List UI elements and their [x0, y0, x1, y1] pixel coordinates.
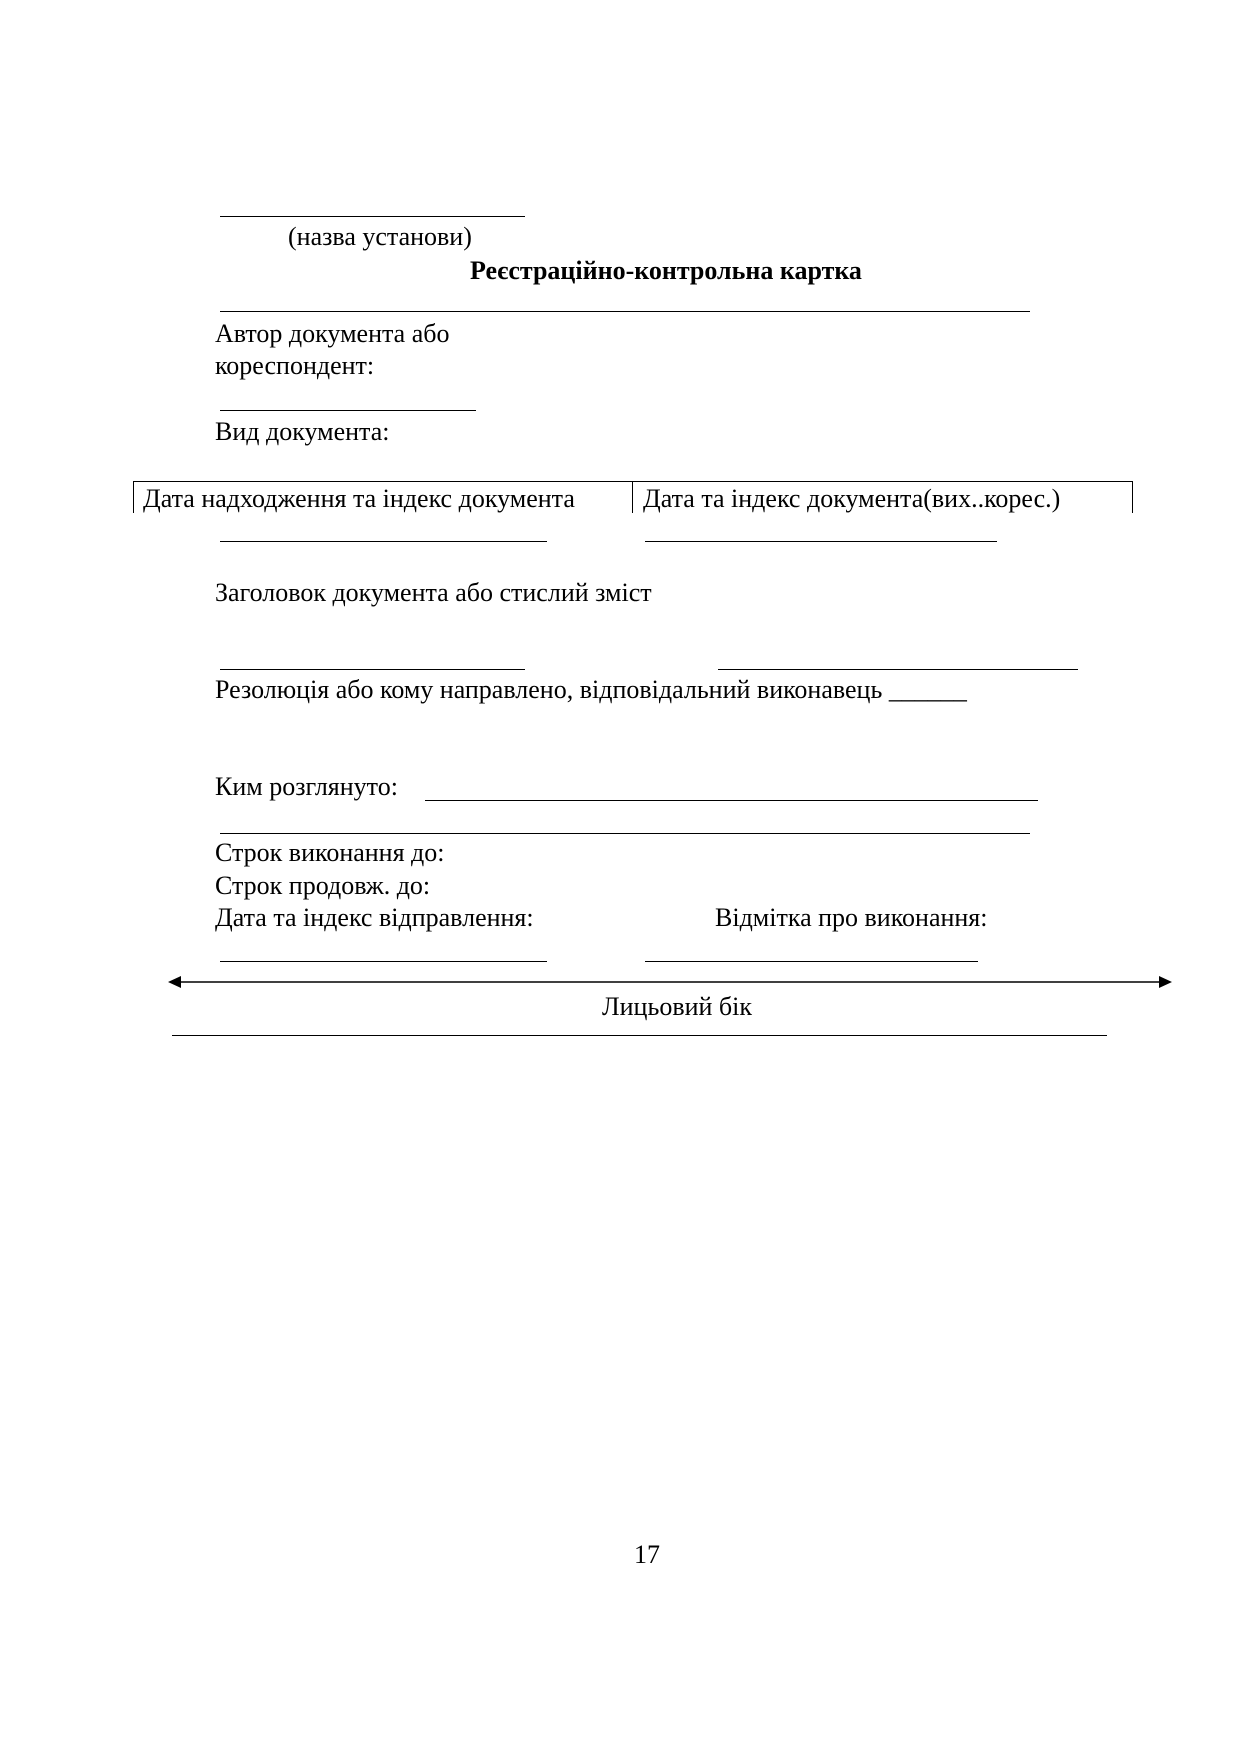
- sent-date-index-label: Дата та індекс відправлення:: [215, 903, 534, 932]
- received-date-index: Дата надходження та індекс документа: [143, 484, 575, 513]
- title-underline: [220, 311, 1030, 312]
- execution-mark-label: Відмітка про виконання:: [715, 903, 988, 932]
- institution-caption: (назва установи): [288, 222, 472, 251]
- table-left-border: [133, 481, 134, 513]
- table-top-border: [133, 481, 1133, 482]
- subject-label: Заголовок документа або стислий зміст: [215, 578, 652, 607]
- doc-date-blank-line: [645, 541, 997, 542]
- table-middle-border: [632, 481, 633, 513]
- reviewed-by-line: [425, 800, 1038, 801]
- execution-blank-line: [645, 961, 978, 962]
- reviewed-second-line: [220, 833, 1030, 834]
- resolution-label: Резолюція або кому направлено, відповідальний виконавець ______: [215, 675, 967, 704]
- width-double-arrow: [168, 972, 1172, 992]
- received-blank-line: [220, 541, 547, 542]
- page-number: 17: [634, 1540, 660, 1569]
- deadline-label: Строк виконання до:: [215, 838, 445, 867]
- author-label-line1: Автор документа або: [215, 319, 450, 348]
- author-label-line2: кореспондент:: [215, 351, 375, 380]
- subject-blank-right: [718, 669, 1078, 670]
- table-right-border: [1132, 481, 1133, 513]
- reviewed-by-label: Ким розглянуто:: [215, 772, 398, 801]
- card-title: Реєстраційно-контрольна картка: [470, 256, 862, 285]
- institution-name-line: [220, 216, 525, 217]
- author-blank-line: [220, 410, 476, 411]
- sent-blank-line: [220, 961, 547, 962]
- bottom-rule: [172, 1035, 1107, 1036]
- subject-blank-left: [220, 669, 525, 670]
- doc-date-index: Дата та індекс документа(вих..корес.): [643, 484, 1061, 513]
- doc-type-label: Вид документа:: [215, 417, 390, 446]
- side-label: Лицьовий бік: [602, 992, 753, 1021]
- extended-deadline-label: Строк продовж. до:: [215, 871, 431, 900]
